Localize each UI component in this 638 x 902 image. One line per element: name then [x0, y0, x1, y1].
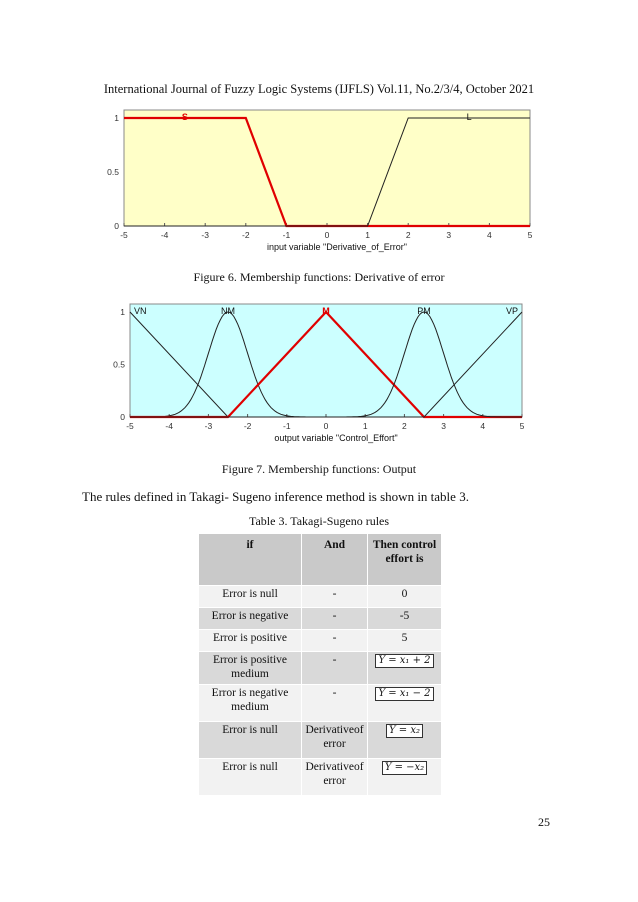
figure-7-chart: [0, 296, 638, 446]
table-row: [199, 630, 442, 652]
x-tick-label: -3: [204, 421, 213, 431]
x-tick-label: 1: [362, 421, 368, 431]
x-tick-label: 0: [323, 421, 329, 431]
x-tick-label: 3: [446, 230, 452, 240]
cell-and: -: [302, 630, 368, 652]
x-tick-label: 5: [527, 230, 533, 240]
cell-then: -5: [368, 608, 442, 630]
figure-7: [0, 296, 638, 446]
x-tick-label: -1: [283, 421, 291, 431]
table-row: [199, 586, 442, 608]
cell-and: -: [302, 586, 368, 608]
x-tick-label: 1: [365, 230, 370, 240]
series-label-m: M: [322, 306, 330, 316]
rules-table: [198, 533, 442, 796]
cell-and: Derivativeof error: [302, 722, 368, 759]
x-tick-label: -4: [160, 230, 169, 240]
cell-and: -: [302, 652, 368, 685]
x-tick-label: 5: [519, 421, 525, 431]
x-tick-label: -5: [120, 230, 128, 240]
table-row: [199, 685, 442, 722]
x-tick-label: -2: [243, 421, 252, 431]
x-tick-label: -5: [126, 421, 134, 431]
y-tick-label: 1: [120, 307, 125, 317]
x-tick-label: 2: [405, 230, 411, 240]
figure-6-chart: [0, 104, 638, 260]
equation: Y = x₁ + 2: [375, 654, 433, 668]
body-paragraph: The rules defined in Takagi- Sugeno inference method is shown in table 3.: [82, 489, 469, 504]
y-tick-label: 0: [120, 412, 125, 422]
table-3-caption: Table 3. Takagi-Sugeno rules: [248, 514, 390, 528]
cell-then: [368, 685, 442, 722]
cell-then: [368, 652, 442, 685]
y-tick-label: 0: [114, 221, 119, 231]
cell-if: Error is null: [199, 759, 302, 796]
x-tick-label: -2: [242, 230, 250, 240]
x-tick-label: 2: [402, 421, 407, 431]
cell-and: Derivativeof error: [302, 759, 368, 796]
cell-if: Error is negative: [199, 608, 302, 630]
x-tick-label: -4: [165, 421, 173, 431]
journal-header: International Journal of Fuzzy Logic Systems (IJFLS) Vol.11, No.2/3/4, October 2021: [103, 82, 535, 96]
table-header-row: [199, 534, 442, 586]
series-label-l: L: [466, 112, 472, 122]
cell-if: Error is negative medium: [199, 685, 302, 722]
figure-7-caption: Figure 7. Membership functions: Output: [221, 462, 417, 476]
plot-area: [130, 304, 522, 417]
y-tick-label: 0.5: [113, 359, 125, 370]
header-then: Then control effort is: [368, 534, 442, 586]
series-label-pm: PM: [417, 306, 431, 316]
table-row: [199, 608, 442, 630]
cell-then: 5: [368, 630, 442, 652]
x-axis-label: output variable "Control_Effort": [274, 433, 398, 443]
header-if: if: [199, 534, 302, 586]
header-and: And: [302, 534, 368, 586]
cell-then: [368, 722, 442, 759]
series-label-vn: VN: [134, 306, 147, 316]
cell-then: [368, 759, 442, 796]
x-tick-label: 4: [480, 421, 486, 431]
x-tick-label: -3: [201, 230, 209, 240]
equation: Y = x₂: [386, 724, 423, 738]
table-row: [199, 759, 442, 796]
y-tick-label: 1: [114, 113, 119, 123]
series-label-s: S: [181, 112, 188, 122]
cell-if: Error is positive medium: [199, 652, 302, 685]
x-axis-label: input variable "Derivative_of_Error": [267, 242, 407, 252]
cell-then: 0: [368, 586, 442, 608]
table-row: [199, 722, 442, 759]
cell-and: -: [302, 685, 368, 722]
x-tick-label: 3: [441, 421, 446, 431]
x-tick-label: 0: [324, 230, 330, 240]
y-tick-label: 0.5: [107, 167, 119, 177]
series-label-nm: NM: [221, 306, 235, 316]
figure-6: [0, 104, 638, 260]
page-number: 25: [538, 815, 550, 829]
cell-if: Error is null: [199, 722, 302, 759]
series-label-vp: VP: [505, 306, 518, 316]
x-tick-label: 4: [487, 230, 492, 240]
cell-if: Error is null: [199, 586, 302, 608]
plot-area: [124, 110, 530, 226]
cell-if: Error is positive: [199, 630, 302, 652]
cell-and: -: [302, 608, 368, 630]
equation: Y = x₁ − 2: [375, 687, 433, 701]
table-row: [199, 652, 442, 685]
figure-6-caption: Figure 6. Membership functions: Derivative of error: [193, 270, 445, 284]
x-tick-label: -1: [282, 230, 291, 240]
equation: Y = −x₂: [382, 761, 427, 775]
